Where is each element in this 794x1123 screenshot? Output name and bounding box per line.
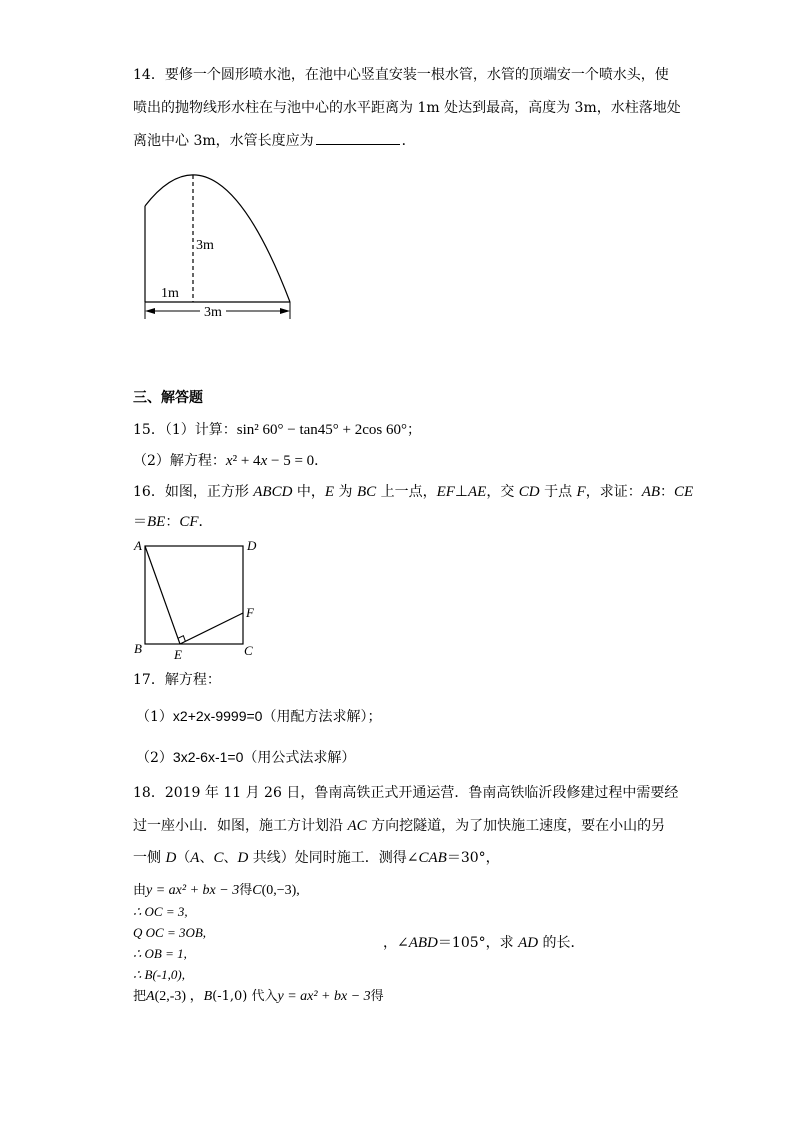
math-symbol: AC (347, 818, 367, 834)
math-symbol: CE (674, 484, 694, 500)
text-segment: ＝ (133, 514, 147, 530)
math-expression: y = ax² + bx − 3 (146, 883, 240, 898)
math-symbol: CD (518, 484, 540, 500)
text-segment: ＝105°，求 (437, 935, 519, 951)
text-segment: 一侧 (133, 850, 166, 866)
q14-line-3-end: ． (401, 133, 416, 149)
formula-variable: x (260, 453, 268, 469)
math-symbol: B (203, 989, 213, 1004)
math-expression: (0,−3), (261, 883, 300, 898)
fragment-line-5: ∴ B(-1,0), (133, 967, 185, 982)
answer-blank (316, 130, 400, 145)
q17-part-2-prefix: （2） (136, 750, 173, 766)
math-symbol: CF (179, 514, 199, 530)
q16-line-1 (133, 482, 693, 502)
q17-title: 17．解方程： (133, 672, 221, 688)
formula-text: − 5 = 0 (267, 453, 315, 469)
text-segment: 16．如图，正方形 (133, 484, 254, 500)
formula-variable: x (225, 453, 233, 469)
text-segment: ． (198, 514, 213, 530)
q15-part-1-prefix: 15．（1）计算： (133, 422, 237, 438)
text-segment: ，求证： (585, 484, 642, 500)
math-symbol: A (146, 989, 155, 1004)
fragment-line-6 (133, 988, 384, 1006)
fragment-line-1 (133, 882, 300, 900)
text-segment: 得 (239, 883, 253, 898)
segment-ef (180, 613, 243, 644)
q17-part-1-prefix: （1） (136, 709, 173, 725)
q14-line-2: 喷出的抛物线形水柱在与池中心的水平距离为 1m 处达到最高，高度为 3m，水柱落地处 (133, 100, 681, 116)
math-symbol: AB (641, 484, 661, 500)
math-symbol: F (576, 484, 586, 500)
text-segment: ，交 (486, 484, 519, 500)
q14-line-3 (133, 130, 416, 150)
math-symbol: BC (356, 484, 377, 500)
vertex-label-d: D (247, 538, 257, 553)
q17-part-2-formula: 3x2-6x-1=0 (172, 749, 244, 765)
text-segment: ： (660, 484, 675, 500)
text-segment: 、 (223, 850, 238, 866)
q18-line-2 (133, 816, 665, 836)
point-label-f: F (246, 605, 254, 620)
math-symbol: ABD (408, 935, 438, 951)
point-label-e: E (174, 647, 182, 662)
q15-part-1-end: ； (406, 422, 421, 438)
text-segment: 为 (334, 484, 357, 500)
text-segment: 把 (133, 989, 147, 1004)
height-label: 3m (196, 238, 214, 253)
segment-ae (145, 546, 180, 644)
math-symbol: EF (436, 484, 455, 500)
q15-part-2-prefix: （2）解方程： (133, 453, 226, 469)
span-arrowhead-left (145, 308, 155, 314)
q17-part-1 (136, 706, 381, 726)
math-symbol: AD (518, 935, 539, 951)
math-symbol: C (252, 883, 262, 898)
math-expression: (2,-3) ， (154, 989, 204, 1004)
q18-line-1: 18．2019 年 11 月 26 日，鲁南高铁正式开通运营．鲁南高铁临沂段修建过程中需要经 (133, 785, 679, 801)
q16-line-2 (133, 512, 213, 532)
q17-part-1-formula: x2+2x-9999=0 (172, 708, 263, 724)
fountain-parabola-figure (130, 160, 300, 330)
span-label: 3m (204, 305, 222, 320)
q17-part-2-suffix: （用公式法求解） (243, 750, 356, 766)
math-symbol: C (213, 850, 224, 866)
fragment-line-2: ∴ OC = 3, (133, 904, 188, 919)
text-segment: ，∠ (383, 935, 409, 951)
q15-part-1 (133, 420, 421, 440)
fragment-line-3: Q OC = 3OB, (133, 925, 207, 940)
text-segment: 共线）处同时施工．测得∠ (248, 850, 419, 866)
q17-part-1-suffix: （用配方法求解）； (262, 709, 382, 725)
section-title: 三、解答题 (133, 390, 203, 406)
text-segment: 上一点， (376, 484, 437, 500)
square-abcd-figure (125, 535, 270, 665)
vertex-label-a: A (134, 538, 142, 553)
q14-line-3-text: 离池中心 3m，水管长度应为 (133, 133, 314, 149)
math-symbol: E (324, 484, 335, 500)
vertex-offset-label: 1m (161, 286, 179, 301)
text-segment: 的长． (538, 935, 585, 951)
math-symbol: CAB (418, 850, 447, 866)
span-arrowhead-right (280, 308, 290, 314)
text-segment: 中， (292, 484, 325, 500)
text-segment: 过一座小山．如图，施工方计划沿 (133, 818, 348, 834)
math-symbol: BE (147, 514, 166, 530)
text-segment: (-1,0) 代入 (212, 989, 278, 1004)
math-symbol: A (190, 850, 200, 866)
q17-part-2 (136, 747, 355, 767)
q15-part-2-end: ． (314, 453, 329, 469)
text-segment: 由 (133, 883, 147, 898)
parabola-curve (145, 175, 290, 302)
text-segment: ＝30°， (446, 850, 500, 866)
text-segment: （ (176, 850, 191, 866)
math-symbol: ABCD (253, 484, 293, 500)
q18-line-3 (133, 848, 500, 868)
q15-part-1-formula: sin² 60° − tan45° + 2cos 60° (236, 422, 407, 438)
q18-continuation (383, 933, 585, 953)
vertex-label-c: C (244, 643, 253, 658)
text-segment: 、 (199, 850, 214, 866)
q14-line-1: 14．要修一个圆形喷水池，在池中心竖直安装一根水管，水管的顶端安一个喷水头，使 (133, 67, 669, 83)
text-segment: 方向挖隧道，为了加快施工速度，要在小山的另 (366, 818, 666, 834)
math-expression: y = ax² + bx − 3 (277, 989, 371, 1004)
math-symbol: AE (468, 484, 487, 500)
square-abcd (145, 546, 243, 644)
text-segment: ： (165, 514, 180, 530)
math-symbol: D (237, 850, 249, 866)
text-segment: 于点 (539, 484, 577, 500)
math-symbol: D (165, 850, 177, 866)
formula-text: ² + 4 (232, 453, 261, 469)
q15-part-2 (133, 451, 328, 471)
perpendicular-symbol: ⊥ (454, 484, 468, 500)
vertex-label-b: B (134, 641, 142, 656)
text-segment: 得 (370, 989, 384, 1004)
fragment-line-4: ∴ OB = 1, (133, 946, 187, 961)
